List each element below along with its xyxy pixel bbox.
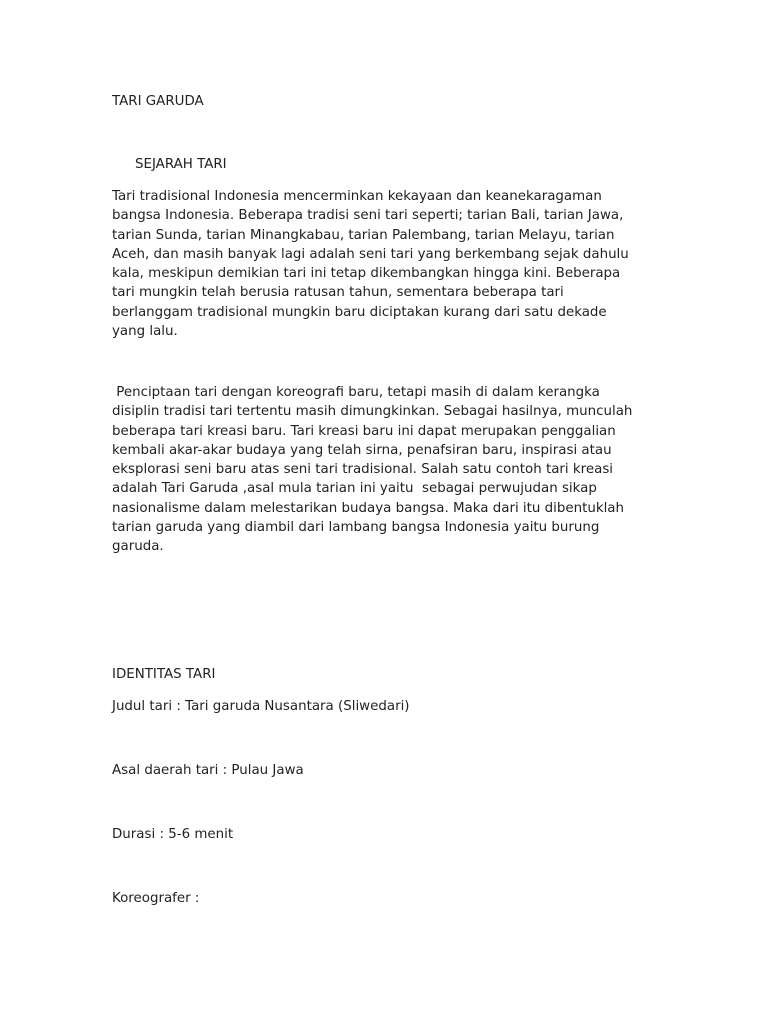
paragraph-line: tarian Sunda, tarian Minangkabau, tarian Palembang, tarian Melayu, tarian	[112, 227, 615, 243]
paragraph-line: tarian garuda yang diambil dari lambang bangsa Indonesia yaitu burung	[112, 520, 600, 536]
paragraph-line: berlanggam tradisional mungkin baru diciptakan kurang dari satu dekade	[112, 304, 607, 320]
paragraph-line: tari mungkin telah berusia ratusan tahun, sementara beberapa tari	[112, 285, 564, 301]
field-koreografer: Koreografer :	[112, 891, 200, 906]
paragraph-penciptaan	[112, 383, 632, 557]
paragraph-sejarah	[112, 187, 632, 341]
paragraph-line: Penciptaan tari dengan koreografi baru, tetapi masih di dalam kerangka	[112, 385, 600, 400]
field-durasi: Durasi : 5-6 menit	[112, 827, 234, 842]
paragraph-line: adalah Tari Garuda ,asal mula tarian ini yaitu sebagai perwujudan sikap	[112, 481, 597, 497]
paragraph-line: disiplin tradisi tari tertentu masih dimungkinkan. Sebagai hasilnya, munculah	[112, 404, 633, 420]
field-asal-daerah: Asal daerah tari : Pulau Jawa	[112, 763, 304, 778]
paragraph-line: kembali akar-akar budaya yang telah sirna, penafsiran baru, inspirasi atau	[112, 442, 612, 458]
paragraph-line: yang lalu.	[112, 324, 178, 340]
paragraph-line: nasionalisme dalam melestarikan budaya bangsa. Maka dari itu dibentuklah	[112, 500, 624, 516]
paragraph-line: beberapa tari kreasi baru. Tari kreasi baru ini dapat merupakan penggalian	[112, 423, 616, 439]
paragraph-line: bangsa Indonesia. Beberapa tradisi seni tari seperti; tarian Bali, tarian Jawa,	[112, 208, 624, 224]
paragraph-line: Tari tradisional Indonesia mencerminkan kekayaan dan keanekaragaman	[112, 189, 602, 204]
section-heading-sejarah: SEJARAH TARI	[135, 157, 227, 172]
paragraph-line: garuda.	[112, 539, 164, 555]
section-heading-identitas: IDENTITAS TARI	[112, 667, 216, 682]
paragraph-line: kala, meskipun demikian tari ini tetap dikembangkan hingga kini. Beberapa	[112, 266, 621, 282]
paragraph-line: eksplorasi seni baru atas seni tari tradisional. Salah satu contoh tari kreasi	[112, 462, 614, 478]
field-judul-tari: Judul tari : Tari garuda Nusantara (Sliwedari)	[112, 699, 410, 714]
document-title: TARI GARUDA	[112, 94, 204, 109]
paragraph-line: Aceh, dan masih banyak lagi adalah seni tari yang berkembang sejak dahulu	[112, 246, 629, 262]
